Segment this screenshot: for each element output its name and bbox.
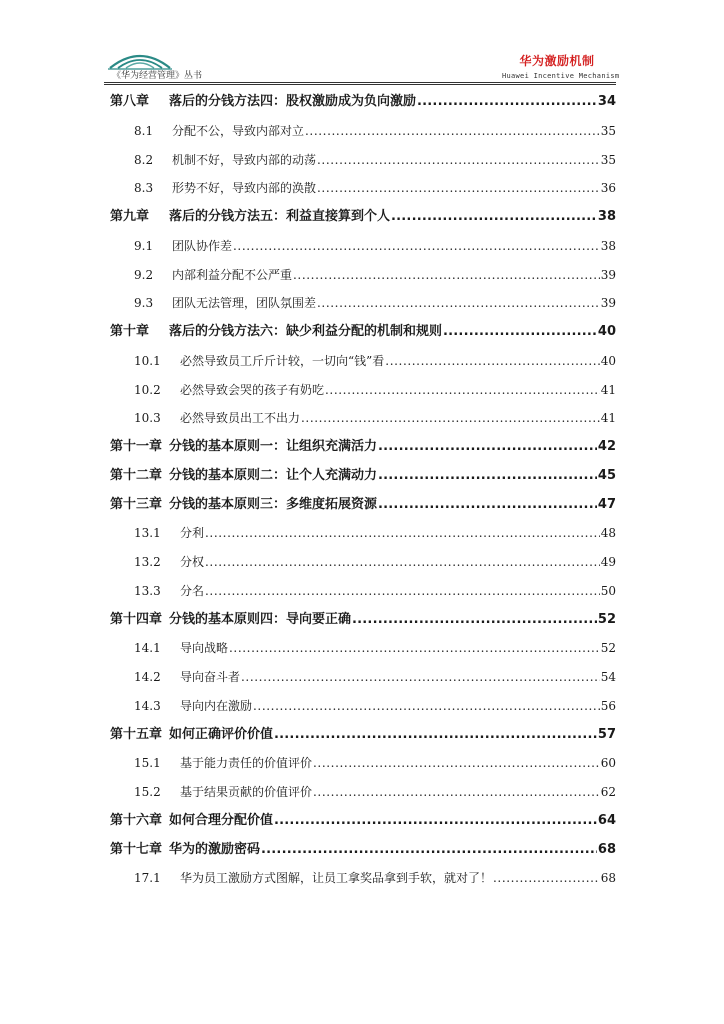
- toc-section-entry[interactable]: [110, 519, 616, 548]
- toc-entry-number: 第十四章: [110, 611, 163, 627]
- toc-page-number: 60: [600, 756, 616, 771]
- brand-title-en: Huawei Incentive Mechanism: [502, 72, 620, 80]
- toc-page-number: 38: [597, 209, 616, 224]
- toc-entry-number: 9.2: [134, 267, 154, 282]
- dot-leader: [274, 807, 597, 836]
- dot-leader: [253, 692, 600, 721]
- toc-page-number: 34: [597, 94, 616, 109]
- toc-entry-title: 内部利益分配不公严重: [172, 267, 293, 282]
- toc-entry-number: 第十五章: [110, 726, 163, 742]
- toc-entry-title: 导向内在激励: [180, 698, 253, 713]
- toc-page-number: 49: [600, 555, 616, 569]
- dot-leader: [261, 836, 597, 865]
- dot-leader: [205, 548, 600, 577]
- toc-entry-title: 分利: [180, 526, 205, 541]
- dot-leader: [352, 606, 597, 635]
- toc-section-entry[interactable]: [110, 289, 616, 318]
- dot-leader: [233, 232, 600, 261]
- toc-entry-title: 如何合理分配价值: [169, 812, 274, 828]
- dot-leader: [378, 433, 597, 462]
- toc-entry-number: 15.2: [134, 785, 161, 799]
- dot-leader: [443, 318, 597, 347]
- toc-section-entry[interactable]: [110, 174, 616, 203]
- toc-entry-title: 落后的分钱方法六：缺少利益分配的机制和规则: [169, 324, 443, 339]
- toc-entry-number: 8.2: [134, 152, 154, 167]
- toc-page-number: 50: [600, 583, 616, 598]
- toc-entry-number: 13.2: [134, 555, 161, 569]
- toc-section-entry[interactable]: [110, 749, 616, 778]
- toc-page-number: 39: [600, 296, 616, 311]
- dot-leader: [229, 634, 600, 663]
- dot-leader: [317, 289, 600, 318]
- dot-leader: [293, 261, 600, 290]
- dot-leader: [493, 864, 600, 893]
- toc-entry-number: 14.3: [134, 698, 161, 713]
- header-rule: [104, 82, 616, 83]
- toc-section-entry[interactable]: [110, 117, 616, 146]
- brand-block: [502, 52, 620, 80]
- toc-entry-title: 分权: [180, 555, 205, 569]
- toc-chapter-entry[interactable]: [110, 807, 616, 836]
- toc-page-number: 47: [597, 496, 616, 512]
- toc-entry-title: 华为的激励密码: [169, 841, 261, 857]
- toc-page-number: 54: [600, 670, 616, 684]
- toc-entry-title: 分钱的基本原则一：让组织充满活力: [169, 439, 378, 454]
- toc-entry-title: 如何正确评价价值: [169, 726, 274, 742]
- toc-entry-title: 团队协作差: [172, 238, 233, 253]
- dot-leader: [301, 404, 600, 433]
- toc-section-entry[interactable]: [110, 778, 616, 807]
- toc-entry-number: 10.1: [134, 353, 161, 368]
- series-name: 《华为经营管理》丛书: [112, 71, 203, 81]
- page-header: [104, 40, 620, 82]
- toc-chapter-entry[interactable]: [110, 721, 616, 750]
- dot-leader: [241, 663, 600, 692]
- dot-leader: [417, 88, 597, 117]
- toc-chapter-entry[interactable]: [110, 318, 616, 347]
- toc-entry-title: 必然导致会哭的孩子有奶吃: [180, 382, 325, 397]
- toc-page-number: 52: [600, 641, 616, 656]
- toc-page-number: 41: [600, 382, 616, 397]
- toc-page-number: 39: [600, 267, 616, 282]
- toc-page-number: 35: [600, 123, 616, 138]
- toc-chapter-entry[interactable]: [110, 836, 616, 865]
- toc-page-number: 40: [600, 353, 616, 368]
- toc-entry-title: 导向战略: [180, 641, 229, 656]
- toc-entry-number: 第十章: [110, 324, 150, 339]
- toc-entry-title: 必然导致员工斤斤计较，一切向“钱”看: [180, 353, 385, 368]
- toc-page-number: 52: [597, 611, 616, 627]
- toc-chapter-entry[interactable]: [110, 88, 616, 117]
- toc-entry-number: 9.1: [134, 238, 154, 253]
- toc-entry-number: 第十七章: [110, 841, 163, 857]
- toc-chapter-entry[interactable]: [110, 491, 616, 520]
- toc-entry-number: 17.1: [134, 871, 161, 886]
- toc-page-number: 68: [600, 871, 616, 886]
- toc-section-entry[interactable]: [110, 376, 616, 405]
- toc-section-entry[interactable]: [110, 232, 616, 261]
- dot-leader: [391, 203, 597, 232]
- toc-entry-title: 华为员工激励方式图解，让员工拿奖品拿到手软，就对了！: [180, 871, 493, 886]
- toc-entry-number: 8.3: [134, 181, 154, 196]
- toc-entry-title: 导向奋斗者: [180, 670, 241, 684]
- toc-entry-title: 团队无法管理，团队氛围差: [172, 296, 317, 311]
- toc-page-number: 56: [600, 698, 616, 713]
- toc-entry-title: 落后的分钱方法四：股权激励成为负向激励: [169, 94, 417, 109]
- dot-leader: [205, 519, 600, 548]
- brand-title-cn: 华为激励机制: [519, 54, 595, 68]
- dot-leader: [313, 778, 600, 807]
- toc-entry-title: 分钱的基本原则二：让个人充满动力: [169, 467, 378, 483]
- toc-entry-number: 第九章: [110, 209, 150, 224]
- dot-leader: [385, 347, 599, 376]
- dot-leader: [305, 117, 600, 146]
- toc-section-entry[interactable]: [110, 864, 616, 893]
- toc-section-entry[interactable]: [110, 347, 616, 376]
- toc-page-number: 48: [600, 526, 616, 541]
- toc-page-number: 35: [600, 152, 616, 167]
- toc-entry-number: 15.1: [134, 756, 161, 771]
- dot-leader: [205, 577, 600, 606]
- toc-page-number: 42: [597, 439, 616, 454]
- toc-entry-number: 13.1: [134, 526, 161, 541]
- toc-entry-title: 落后的分钱方法五：利益直接算到个人: [169, 209, 391, 224]
- toc-page-number: 62: [600, 785, 616, 799]
- toc-page-number: 38: [600, 238, 616, 253]
- toc-entry-number: 10.2: [134, 382, 161, 397]
- dot-leader: [274, 721, 597, 750]
- dot-leader: [313, 749, 600, 778]
- toc-entry-title: 分名: [180, 583, 205, 598]
- dot-leader: [378, 462, 597, 491]
- toc-section-entry[interactable]: [110, 634, 616, 663]
- toc-page-number: 40: [597, 324, 616, 339]
- toc-entry-number: 第十一章: [110, 439, 163, 454]
- toc-entry-number: 8.1: [134, 123, 154, 138]
- toc-chapter-entry[interactable]: [110, 606, 616, 635]
- toc-entry-title: 必然导致员出工不出力: [180, 411, 301, 426]
- toc-section-entry[interactable]: [110, 663, 616, 692]
- dot-leader: [317, 174, 600, 203]
- toc-section-entry[interactable]: [110, 404, 616, 433]
- toc-page-number: 68: [597, 841, 616, 857]
- dot-leader: [317, 146, 600, 175]
- toc-entry-number: 10.3: [134, 411, 161, 426]
- toc-entry-title: 机制不好，导致内部的动荡: [172, 152, 317, 167]
- toc-entry-title: 分配不公，导致内部对立: [172, 123, 305, 138]
- toc-section-entry[interactable]: [110, 692, 616, 721]
- toc-entry-number: 13.3: [134, 583, 161, 598]
- toc-entry-number: 第十二章: [110, 467, 163, 483]
- toc-page-number: 64: [597, 812, 616, 828]
- toc-page-number: 57: [597, 726, 616, 742]
- toc-section-entry[interactable]: [110, 548, 616, 577]
- dot-leader: [378, 491, 597, 520]
- toc-chapter-entry[interactable]: [110, 433, 616, 462]
- toc-section-entry[interactable]: [110, 261, 616, 290]
- toc-page-number: 36: [600, 181, 616, 196]
- toc-page-number: 41: [600, 411, 616, 426]
- toc-entry-title: 分钱的基本原则三：多维度拓展资源: [169, 496, 378, 512]
- dot-leader: [325, 376, 600, 405]
- toc-entry-title: 基于结果贡献的价值评价: [180, 785, 313, 799]
- toc-chapter-entry[interactable]: [110, 203, 616, 232]
- toc-section-entry[interactable]: [110, 577, 616, 606]
- toc-entry-title: 形势不好，导致内部的涣散: [172, 181, 317, 196]
- toc-entry-number: 9.3: [134, 296, 154, 311]
- toc-entry-title: 基于能力责任的价值评价: [180, 756, 313, 771]
- toc-section-entry[interactable]: [110, 146, 616, 175]
- toc-entry-number: 第十六章: [110, 812, 163, 828]
- toc-entry-number: 第八章: [110, 94, 150, 109]
- toc-chapter-entry[interactable]: [110, 462, 616, 491]
- header-rule-secondary: [104, 84, 616, 85]
- toc-entry-number: 14.1: [134, 641, 161, 656]
- toc-entry-number: 第十三章: [110, 496, 163, 512]
- table-of-contents: [110, 88, 616, 893]
- toc-entry-number: 14.2: [134, 670, 161, 684]
- toc-entry-title: 分钱的基本原则四：导向要正确: [169, 611, 352, 627]
- toc-page-number: 45: [597, 467, 616, 483]
